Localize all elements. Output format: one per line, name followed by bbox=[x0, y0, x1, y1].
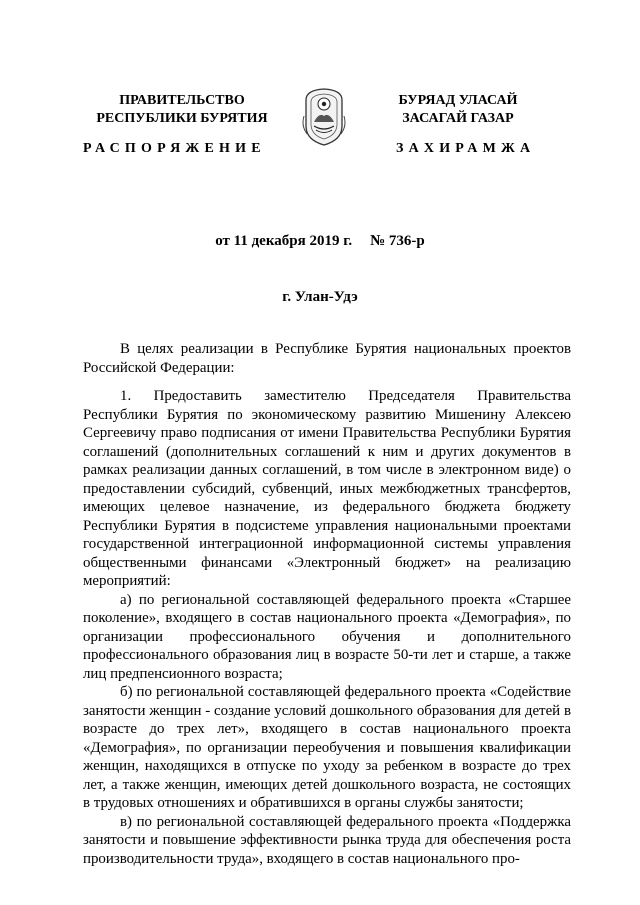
header-right-line2: ЗАСАГАЙ ГАЗАР bbox=[402, 111, 514, 126]
document-number: № 736-р bbox=[370, 233, 425, 249]
paragraph-subitem-a: а) по региональной составляющей федерального проекта «Старшее поколение», входящего в состав национального проекта «Демография», по организации профессионального обучения и дополнительного профессионального образования лиц в возрасте 50-ти лет и старше, а также лиц предпенсионного возраста; bbox=[83, 591, 571, 682]
coat-of-arms-icon bbox=[302, 86, 346, 148]
paragraph-subitem-c: в) по региональной составляющей федерального проекта «Поддержка занятости и повышение эффективности рынка труда для обеспечения роста производительности труда», входящего в состав национального про- bbox=[83, 813, 571, 867]
city: г. Улан-Удэ bbox=[282, 289, 358, 305]
doc-type-right: ЗАХИРАМЖА bbox=[396, 141, 536, 156]
paragraph-preamble: В целях реализации в Республике Бурятия национальных проектов Российской Федерации: bbox=[83, 341, 571, 376]
header-left-line1: ПРАВИТЕЛЬСТВО bbox=[119, 93, 245, 108]
paragraph-item-1: 1. Предоставить заместителю Председателя Правительства Республики Бурятия по экономическому развитию Мишенину Алексею Сергеевичу право подписания от имени Правительства Республики Бурятия соглашений (дополнительных соглашений к ним и других документов в рамках реализации данных соглашений, в том числе в электронном виде) о предоставлении субсидий, субвенций, иных межбюджетных трансфертов, имеющих целевое назначение, из федерального бюджета бюджету Республики Бурятия в подсистеме управления национальными проектами государственной интеграционной информационной системы управления общественными финансами «Электронный бюджет» на реализацию мероприятий: bbox=[83, 388, 571, 589]
header-left-block bbox=[84, 92, 280, 128]
date-number-line bbox=[0, 233, 640, 250]
document-date: от 11 декабря 2019 г. bbox=[215, 233, 353, 249]
header-right-line1: БУРЯАД УЛАСАЙ bbox=[398, 93, 518, 108]
paragraph-subitem-b: б) по региональной составляющей федерального проекта «Содействие занятости женщин - создание условий дошкольного образования для детей в возрасте до трех лет», входящего в состав национального проекта «Демография», по организации переобучения и повышения квалификации женщин, находящихся в отпуске по уходу за ребенком в возрасте до трех лет, а также женщин, имеющих детей дошкольного возраста, не состоящих в трудовых отношениях и обратившихся в органы службы занятости; bbox=[83, 684, 571, 811]
document-body bbox=[83, 340, 571, 868]
header-right-block bbox=[368, 92, 548, 128]
header-left-line2: РЕСПУБЛИКИ БУРЯТИЯ bbox=[96, 111, 268, 126]
doc-type-left: РАСПОРЯЖЕНИЕ bbox=[83, 141, 266, 156]
